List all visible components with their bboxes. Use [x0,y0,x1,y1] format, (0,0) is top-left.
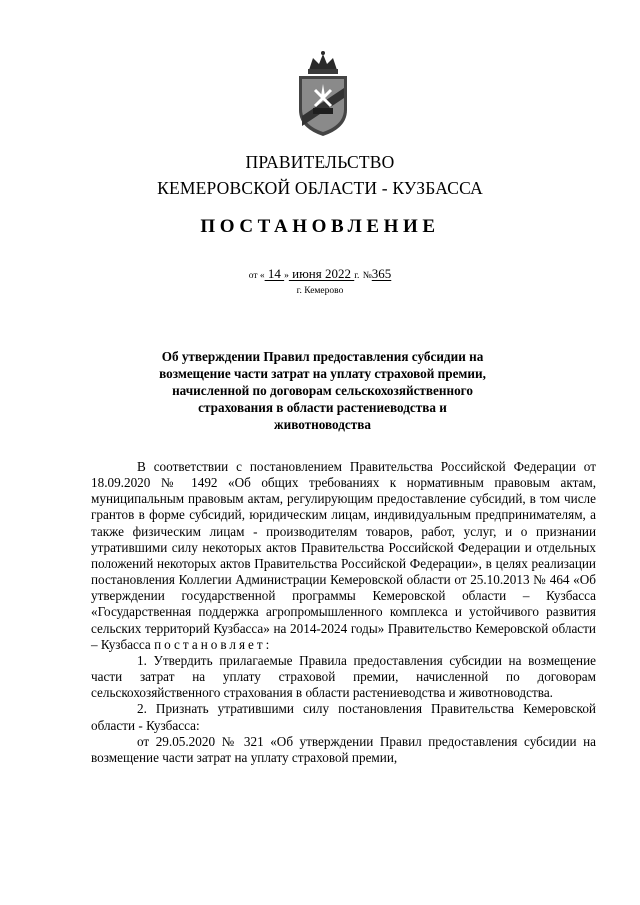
document-body [91,459,596,766]
date-day: 14 [264,266,285,281]
paragraph-text: В соответствии с постановлением Правительства Российской Федерации от 18.09.2020 № 1492 «Об общих требованиях к нормативным правовым актам, муниципальным правовым актам, регулирующим предоставление субсидий, в том числе грантов в форме субсидий, юридическим лицам, индивидуальным предпринимателям, а также физическим лицам - производителям товаров, работ, услуг, и о признании утратившими силу некоторых актов Правительства Российской Федерации и отдельных положений некоторых актов Правительства Российской Федерации», в целях реализации постановления Коллегии Администрации Кемеровской области от 25.10.2013 № 464 «Об утверждении государственной программы Кемеровской области – Кузбасса «Государственная поддержка агропромышленного комплекса и устойчивого развития сельских территорий Кузбасса» на 2014-2024 годы» Правительство Кемеровской области – Кузбасса [91,459,596,652]
coat-of-arms-icon [293,50,353,138]
spaced-verb: постановляет: [154,636,273,652]
document-type: ПОСТАНОВЛЕНИЕ [200,216,440,237]
date-number-line [0,266,640,282]
number-label: № [362,271,372,281]
paragraph: от 29.05.2020 № 321 «Об утверждении Правил предоставления субсидии на возмещение части затрат на уплату страховой премии, [91,733,596,765]
document-title: Об утверждении Правил предоставления субсидии на возмещение части затрат на уплату страховой премии, начисленной по договорам сельскохозяйственного страхования в области растениеводства и животноводства [159,349,486,432]
organization-name-line1: ПРАВИТЕЛЬСТВО [245,152,395,172]
date-month-year: июня 2022 [288,266,355,281]
document-number: 365 [371,266,392,281]
date-prefix: от « [248,271,265,281]
paragraph: 2. Признать утратившими силу постановления Правительства Кемеровской области - Кузбасса: [91,701,596,733]
paragraph: 1. Утвердить прилагаемые Правила предоставления субсидии на возмещение части затрат на уплату страховой премии, начисленной по договорам сельскохозяйственного страхования в области растениеводства и животноводства. [91,652,596,701]
organization-name-line2: КЕМЕРОВСКОЙ ОБЛАСТИ - КУЗБАССА [157,178,483,198]
year-suffix: г. [354,271,360,281]
paragraph [91,459,596,653]
date-mid: » [284,271,289,281]
city: г. Кемерово [296,286,344,296]
